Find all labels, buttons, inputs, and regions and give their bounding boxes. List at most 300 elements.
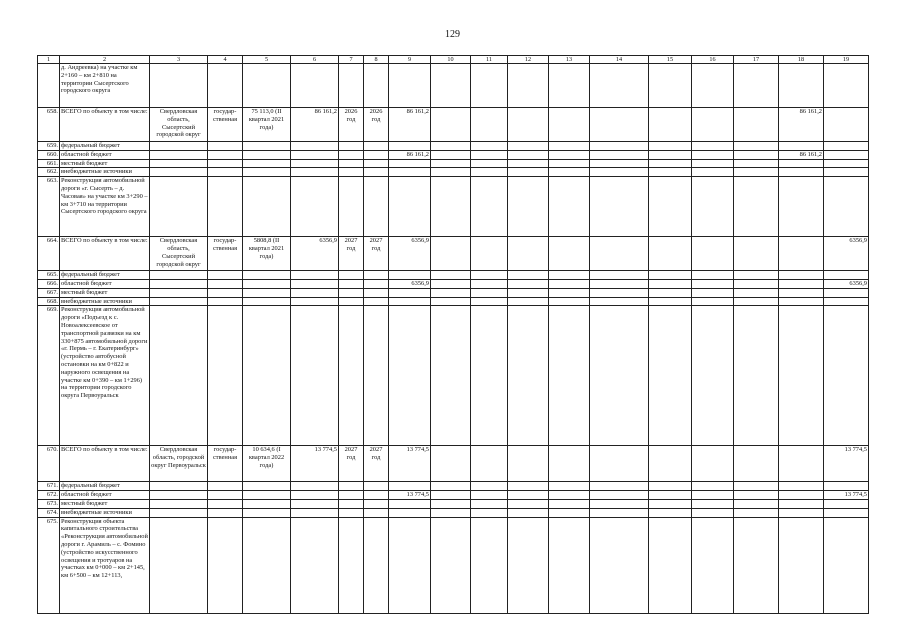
year-cell: [692, 306, 734, 446]
location-cell: Свердловская область, городской округ Первоуральск: [150, 446, 208, 482]
object-name-cell: федеральный бюджет: [60, 271, 150, 280]
year-cell: [734, 517, 779, 613]
total-cost-cell: 6356,9: [291, 237, 339, 271]
year-cell: [549, 177, 590, 237]
funding-year-cell: [824, 150, 869, 159]
estimated-cost-cell: [243, 297, 291, 306]
year-cell: [692, 288, 734, 297]
year-cell: [508, 279, 549, 288]
total-cost-cell: [291, 142, 339, 151]
table-row: [38, 491, 869, 500]
funding-year-cell: [779, 517, 824, 613]
year-cell: [590, 150, 649, 159]
row-number-cell: 663.: [38, 177, 60, 237]
estimated-cost-cell: [243, 482, 291, 491]
table-row: [38, 499, 869, 508]
year-cell: [734, 64, 779, 108]
funding-total-cell: [389, 64, 431, 108]
year-cell: [549, 64, 590, 108]
total-cost-cell: [291, 297, 339, 306]
total-cost-cell: [291, 517, 339, 613]
end-year-cell: [364, 482, 389, 491]
location-cell: [150, 288, 208, 297]
row-number-cell: 667.: [38, 288, 60, 297]
total-cost-cell: [291, 168, 339, 177]
year-cell: [431, 297, 471, 306]
funding-year-cell: [824, 159, 869, 168]
funding-year-cell: [779, 168, 824, 177]
end-year-cell: [364, 306, 389, 446]
year-cell: [590, 297, 649, 306]
year-cell: [692, 279, 734, 288]
year-cell: [649, 446, 692, 482]
start-year-cell: [339, 517, 364, 613]
start-year-cell: 2026 год: [339, 108, 364, 142]
year-cell: [692, 168, 734, 177]
year-cell: [508, 446, 549, 482]
ownership-cell: [208, 279, 243, 288]
total-cost-cell: [291, 306, 339, 446]
year-cell: [508, 159, 549, 168]
year-cell: [734, 446, 779, 482]
funding-total-cell: [389, 271, 431, 280]
year-cell: [734, 237, 779, 271]
end-year-cell: [364, 177, 389, 237]
year-cell: [734, 499, 779, 508]
row-number-cell: 658.: [38, 108, 60, 142]
year-cell: [431, 508, 471, 517]
funding-year-cell: [779, 177, 824, 237]
start-year-cell: [339, 159, 364, 168]
funding-year-cell: [824, 168, 869, 177]
start-year-cell: [339, 499, 364, 508]
year-cell: [431, 108, 471, 142]
end-year-cell: [364, 297, 389, 306]
funding-total-cell: 13 774,5: [389, 491, 431, 500]
year-cell: [590, 159, 649, 168]
end-year-cell: [364, 279, 389, 288]
year-cell: [692, 142, 734, 151]
location-cell: Свердловская область, Сысертский городской округ: [150, 237, 208, 271]
year-cell: [734, 306, 779, 446]
end-year-cell: 2027 год: [364, 237, 389, 271]
funding-year-cell: 6356,9: [824, 279, 869, 288]
funding-year-cell: [824, 271, 869, 280]
year-cell: [431, 288, 471, 297]
row-number-cell: 661.: [38, 159, 60, 168]
table-row: [38, 288, 869, 297]
year-cell: [549, 499, 590, 508]
estimated-cost-cell: [243, 499, 291, 508]
year-cell: [649, 297, 692, 306]
estimated-cost-cell: 5808,8 (II квартал 2021 года): [243, 237, 291, 271]
table-row: [38, 306, 869, 446]
year-cell: [471, 64, 508, 108]
year-cell: [590, 482, 649, 491]
year-cell: [549, 482, 590, 491]
year-cell: [734, 482, 779, 491]
funding-year-cell: [824, 64, 869, 108]
year-cell: [508, 142, 549, 151]
year-cell: [549, 491, 590, 500]
estimated-cost-cell: [243, 142, 291, 151]
year-cell: [471, 297, 508, 306]
table-row: [38, 150, 869, 159]
funding-total-cell: [389, 482, 431, 491]
year-cell: [508, 491, 549, 500]
funding-year-cell: [779, 508, 824, 517]
year-cell: [692, 237, 734, 271]
year-cell: [590, 279, 649, 288]
total-cost-cell: [291, 491, 339, 500]
year-cell: [549, 279, 590, 288]
estimated-cost-cell: 75 113,0 (II квартал 2021 года): [243, 108, 291, 142]
table-row: [38, 177, 869, 237]
location-cell: [150, 279, 208, 288]
funding-total-cell: [389, 159, 431, 168]
funding-total-cell: 6356,9: [389, 237, 431, 271]
year-cell: [508, 108, 549, 142]
budget-table: [37, 55, 869, 614]
year-cell: [549, 150, 590, 159]
ownership-cell: [208, 150, 243, 159]
year-cell: [649, 279, 692, 288]
end-year-cell: [364, 159, 389, 168]
year-cell: [471, 237, 508, 271]
estimated-cost-cell: [243, 168, 291, 177]
ownership-cell: [208, 168, 243, 177]
column-number-header: 17: [734, 56, 779, 64]
year-cell: [734, 168, 779, 177]
year-cell: [590, 517, 649, 613]
funding-year-cell: [779, 279, 824, 288]
year-cell: [692, 271, 734, 280]
row-number-cell: 666.: [38, 279, 60, 288]
estimated-cost-cell: [243, 279, 291, 288]
year-cell: [649, 499, 692, 508]
start-year-cell: [339, 508, 364, 517]
year-cell: [471, 446, 508, 482]
funding-year-cell: [779, 288, 824, 297]
object-name-cell: местный бюджет: [60, 499, 150, 508]
row-number-cell: 664.: [38, 237, 60, 271]
year-cell: [590, 491, 649, 500]
object-name-cell: федеральный бюджет: [60, 142, 150, 151]
year-cell: [508, 517, 549, 613]
year-cell: [692, 482, 734, 491]
estimated-cost-cell: [243, 508, 291, 517]
table-row: [38, 64, 869, 108]
year-cell: [692, 499, 734, 508]
year-cell: [590, 142, 649, 151]
table-row: [38, 271, 869, 280]
row-number-cell: 659.: [38, 142, 60, 151]
year-cell: [734, 491, 779, 500]
ownership-cell: [208, 306, 243, 446]
funding-year-cell: [779, 306, 824, 446]
location-cell: [150, 297, 208, 306]
year-cell: [431, 279, 471, 288]
column-number-header: 1: [38, 56, 60, 64]
estimated-cost-cell: [243, 306, 291, 446]
year-cell: [431, 168, 471, 177]
year-cell: [649, 288, 692, 297]
funding-total-cell: [389, 508, 431, 517]
location-cell: [150, 517, 208, 613]
column-number-header: 11: [471, 56, 508, 64]
total-cost-cell: [291, 271, 339, 280]
object-name-cell: областной бюджет: [60, 279, 150, 288]
funding-year-cell: 86 161,2: [779, 108, 824, 142]
year-cell: [549, 271, 590, 280]
year-cell: [649, 482, 692, 491]
location-cell: [150, 499, 208, 508]
table-row: [38, 297, 869, 306]
location-cell: [150, 150, 208, 159]
year-cell: [590, 168, 649, 177]
end-year-cell: 2026 год: [364, 108, 389, 142]
year-cell: [734, 150, 779, 159]
total-cost-cell: [291, 288, 339, 297]
end-year-cell: [364, 508, 389, 517]
year-cell: [508, 482, 549, 491]
start-year-cell: [339, 142, 364, 151]
start-year-cell: [339, 306, 364, 446]
object-name-cell: ВСЕГО по объекту в том числе:: [60, 446, 150, 482]
year-cell: [471, 306, 508, 446]
funding-total-cell: [389, 288, 431, 297]
ownership-cell: [208, 177, 243, 237]
year-cell: [431, 517, 471, 613]
ownership-cell: [208, 517, 243, 613]
total-cost-cell: 86 161,2: [291, 108, 339, 142]
year-cell: [471, 142, 508, 151]
object-name-cell: Реконструкция автомобильной дороги «Подъезд к с. Новоалексеевское от транспортной развязки на км 330+875 автомобильной дороги «г. Пермь – г. Екатеринбург» (устройство автобусной остановки на км 0+822 и наружного освещения на участке км 0+390 – км 1+296) на территории городского округа Первоуральск: [60, 306, 150, 446]
estimated-cost-cell: [243, 517, 291, 613]
funding-year-cell: [824, 499, 869, 508]
row-number-cell: 670.: [38, 446, 60, 482]
table-row: [38, 168, 869, 177]
funding-year-cell: [779, 237, 824, 271]
estimated-cost-cell: [243, 159, 291, 168]
year-cell: [692, 177, 734, 237]
start-year-cell: [339, 150, 364, 159]
funding-year-cell: [824, 142, 869, 151]
location-cell: [150, 177, 208, 237]
ownership-cell: [208, 491, 243, 500]
ownership-cell: государ- ственная: [208, 237, 243, 271]
year-cell: [692, 297, 734, 306]
start-year-cell: [339, 482, 364, 491]
year-cell: [431, 446, 471, 482]
table-row: [38, 108, 869, 142]
location-cell: [150, 159, 208, 168]
row-number-cell: 675.: [38, 517, 60, 613]
object-name-cell: областной бюджет: [60, 491, 150, 500]
year-cell: [734, 142, 779, 151]
year-cell: [692, 108, 734, 142]
row-number-cell: 671.: [38, 482, 60, 491]
year-cell: [508, 499, 549, 508]
end-year-cell: [364, 271, 389, 280]
year-cell: [549, 108, 590, 142]
total-cost-cell: [291, 279, 339, 288]
funding-year-cell: [824, 517, 869, 613]
year-cell: [649, 108, 692, 142]
year-cell: [431, 142, 471, 151]
year-cell: [431, 237, 471, 271]
year-cell: [431, 499, 471, 508]
row-number-cell: 673.: [38, 499, 60, 508]
start-year-cell: [339, 491, 364, 500]
object-name-cell: областной бюджет: [60, 150, 150, 159]
total-cost-cell: 13 774,5: [291, 446, 339, 482]
year-cell: [649, 177, 692, 237]
funding-year-cell: [779, 159, 824, 168]
start-year-cell: [339, 271, 364, 280]
ownership-cell: [208, 271, 243, 280]
year-cell: [692, 491, 734, 500]
funding-total-cell: [389, 177, 431, 237]
location-cell: [150, 142, 208, 151]
year-cell: [431, 64, 471, 108]
year-cell: [549, 297, 590, 306]
year-cell: [471, 168, 508, 177]
funding-year-cell: [824, 108, 869, 142]
year-cell: [734, 177, 779, 237]
ownership-cell: [208, 499, 243, 508]
funding-year-cell: [779, 271, 824, 280]
column-number-header: 7: [339, 56, 364, 64]
column-number-row: [38, 56, 869, 64]
funding-total-cell: 86 161,2: [389, 108, 431, 142]
funding-year-cell: [824, 297, 869, 306]
location-cell: [150, 482, 208, 491]
estimated-cost-cell: [243, 288, 291, 297]
page-number: 129: [445, 29, 460, 40]
total-cost-cell: [291, 508, 339, 517]
start-year-cell: [339, 168, 364, 177]
funding-year-cell: 86 161,2: [779, 150, 824, 159]
start-year-cell: 2027 год: [339, 446, 364, 482]
year-cell: [508, 237, 549, 271]
object-name-cell: Реконструкция автомобильной дороги «г. Сысерть – д. Часовая» на участке км 3+290 – км 3+710 на территории Сысертского городского округа: [60, 177, 150, 237]
year-cell: [590, 271, 649, 280]
year-cell: [590, 177, 649, 237]
start-year-cell: [339, 288, 364, 297]
estimated-cost-cell: [243, 177, 291, 237]
year-cell: [549, 142, 590, 151]
funding-year-cell: 6356,9: [824, 237, 869, 271]
ownership-cell: государ- ственная: [208, 108, 243, 142]
year-cell: [692, 446, 734, 482]
row-number-cell: 672.: [38, 491, 60, 500]
column-number-header: 3: [150, 56, 208, 64]
year-cell: [692, 517, 734, 613]
object-name-cell: внебюджетные источники: [60, 297, 150, 306]
object-name-cell: федеральный бюджет: [60, 482, 150, 491]
total-cost-cell: [291, 482, 339, 491]
year-cell: [508, 288, 549, 297]
column-number-header: 14: [590, 56, 649, 64]
ownership-cell: [208, 142, 243, 151]
table-row: [38, 279, 869, 288]
funding-year-cell: [824, 508, 869, 517]
table-row: [38, 446, 869, 482]
location-cell: [150, 306, 208, 446]
row-number-cell: 660.: [38, 150, 60, 159]
year-cell: [431, 159, 471, 168]
object-name-cell: внебюджетные источники: [60, 508, 150, 517]
ownership-cell: [208, 508, 243, 517]
year-cell: [734, 279, 779, 288]
start-year-cell: [339, 279, 364, 288]
year-cell: [649, 168, 692, 177]
column-number-header: 8: [364, 56, 389, 64]
year-cell: [471, 482, 508, 491]
total-cost-cell: [291, 159, 339, 168]
column-number-header: 19: [824, 56, 869, 64]
column-number-header: 16: [692, 56, 734, 64]
start-year-cell: [339, 297, 364, 306]
end-year-cell: [364, 64, 389, 108]
year-cell: [549, 159, 590, 168]
end-year-cell: [364, 517, 389, 613]
year-cell: [431, 271, 471, 280]
column-number-header: 13: [549, 56, 590, 64]
location-cell: [150, 508, 208, 517]
ownership-cell: [208, 64, 243, 108]
year-cell: [692, 150, 734, 159]
year-cell: [649, 306, 692, 446]
estimated-cost-cell: [243, 271, 291, 280]
funding-total-cell: [389, 517, 431, 613]
end-year-cell: [364, 499, 389, 508]
object-name-cell: д. Андреевка) на участке км 2+160 – км 2+810 на территории Сысертского городского округа: [60, 64, 150, 108]
year-cell: [471, 491, 508, 500]
year-cell: [471, 159, 508, 168]
year-cell: [508, 297, 549, 306]
funding-total-cell: [389, 306, 431, 446]
year-cell: [734, 508, 779, 517]
ownership-cell: государ- ственная: [208, 446, 243, 482]
year-cell: [471, 517, 508, 613]
end-year-cell: [364, 150, 389, 159]
year-cell: [549, 446, 590, 482]
year-cell: [471, 288, 508, 297]
year-cell: [431, 482, 471, 491]
end-year-cell: 2027 год: [364, 446, 389, 482]
funding-total-cell: 6356,9: [389, 279, 431, 288]
year-cell: [734, 159, 779, 168]
year-cell: [649, 159, 692, 168]
funding-year-cell: [824, 288, 869, 297]
start-year-cell: [339, 64, 364, 108]
year-cell: [471, 177, 508, 237]
year-cell: [431, 306, 471, 446]
funding-year-cell: [779, 482, 824, 491]
funding-year-cell: [779, 297, 824, 306]
year-cell: [649, 491, 692, 500]
object-name-cell: ВСЕГО по объекту в том числе:: [60, 237, 150, 271]
row-number-cell: 668.: [38, 297, 60, 306]
column-number-header: 5: [243, 56, 291, 64]
year-cell: [508, 177, 549, 237]
start-year-cell: 2027 год: [339, 237, 364, 271]
funding-total-cell: [389, 297, 431, 306]
column-number-header: 12: [508, 56, 549, 64]
year-cell: [649, 237, 692, 271]
